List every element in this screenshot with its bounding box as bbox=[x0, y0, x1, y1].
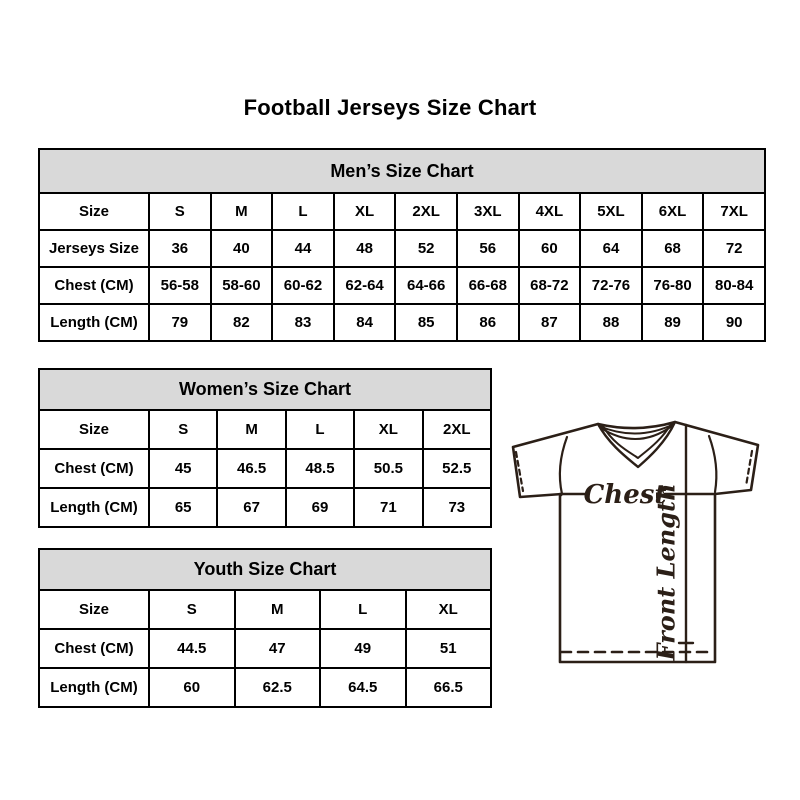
value-cell: M bbox=[211, 193, 273, 230]
value-cell: 46.5 bbox=[217, 449, 285, 488]
table-row bbox=[39, 668, 491, 707]
table-row bbox=[39, 267, 765, 304]
row-label: Size bbox=[39, 410, 149, 449]
value-cell: 36 bbox=[149, 230, 211, 267]
table-header-row bbox=[39, 369, 491, 410]
front-length-label: Front Length bbox=[651, 483, 681, 661]
value-cell: 64.5 bbox=[320, 668, 406, 707]
value-cell: 87 bbox=[519, 304, 581, 341]
jersey-diagram-svg bbox=[495, 405, 780, 680]
value-cell: 69 bbox=[286, 488, 354, 527]
value-cell: 85 bbox=[395, 304, 457, 341]
value-cell: 67 bbox=[217, 488, 285, 527]
value-cell: 40 bbox=[211, 230, 273, 267]
value-cell: 56-58 bbox=[149, 267, 211, 304]
value-cell: 60 bbox=[519, 230, 581, 267]
table-header-row bbox=[39, 149, 765, 193]
mens-size-table bbox=[38, 148, 766, 342]
value-cell: 6XL bbox=[642, 193, 704, 230]
row-label: Chest (CM) bbox=[39, 267, 149, 304]
chest-label: Chest bbox=[583, 480, 667, 510]
value-cell: 3XL bbox=[457, 193, 519, 230]
value-cell: 51 bbox=[406, 629, 492, 668]
value-cell: 56 bbox=[457, 230, 519, 267]
table-header-row bbox=[39, 549, 491, 590]
value-cell: 89 bbox=[642, 304, 704, 341]
mens-table-title: Men’s Size Chart bbox=[39, 149, 765, 193]
value-cell: 83 bbox=[272, 304, 334, 341]
value-cell: 60 bbox=[149, 668, 235, 707]
row-label: Length (CM) bbox=[39, 668, 149, 707]
row-label: Size bbox=[39, 590, 149, 629]
value-cell: 44.5 bbox=[149, 629, 235, 668]
value-cell: S bbox=[149, 193, 211, 230]
value-cell: 72-76 bbox=[580, 267, 642, 304]
value-cell: 4XL bbox=[519, 193, 581, 230]
value-cell: 50.5 bbox=[354, 449, 422, 488]
row-label: Jerseys Size bbox=[39, 230, 149, 267]
value-cell: 66.5 bbox=[406, 668, 492, 707]
value-cell: M bbox=[235, 590, 321, 629]
value-cell: 65 bbox=[149, 488, 217, 527]
youth-table-title: Youth Size Chart bbox=[39, 549, 491, 590]
value-cell: M bbox=[217, 410, 285, 449]
value-cell: 62.5 bbox=[235, 668, 321, 707]
table-row bbox=[39, 590, 491, 629]
youth-size-table bbox=[38, 548, 492, 708]
value-cell: 45 bbox=[149, 449, 217, 488]
value-cell: 76-80 bbox=[642, 267, 704, 304]
value-cell: 48.5 bbox=[286, 449, 354, 488]
page-title: Football Jerseys Size Chart bbox=[243, 95, 537, 120]
value-cell: L bbox=[286, 410, 354, 449]
value-cell: 86 bbox=[457, 304, 519, 341]
value-cell: 64 bbox=[580, 230, 642, 267]
value-cell: S bbox=[149, 590, 235, 629]
value-cell: L bbox=[320, 590, 406, 629]
row-label: Chest (CM) bbox=[39, 449, 149, 488]
value-cell: 62-64 bbox=[334, 267, 396, 304]
table-row bbox=[39, 629, 491, 668]
table-row bbox=[39, 193, 765, 230]
value-cell: 68-72 bbox=[519, 267, 581, 304]
womens-size-table bbox=[38, 368, 492, 528]
value-cell: 2XL bbox=[395, 193, 457, 230]
value-cell: S bbox=[149, 410, 217, 449]
row-label: Length (CM) bbox=[39, 488, 149, 527]
jersey-measurement-diagram bbox=[495, 405, 780, 680]
value-cell: 68 bbox=[642, 230, 704, 267]
jersey-outline bbox=[513, 422, 758, 662]
table-row bbox=[39, 304, 765, 341]
row-label: Size bbox=[39, 193, 149, 230]
womens-table-title: Women’s Size Chart bbox=[39, 369, 491, 410]
value-cell: 60-62 bbox=[272, 267, 334, 304]
value-cell: 7XL bbox=[703, 193, 765, 230]
value-cell: 79 bbox=[149, 304, 211, 341]
value-cell: 80-84 bbox=[703, 267, 765, 304]
value-cell: XL bbox=[334, 193, 396, 230]
value-cell: 2XL bbox=[423, 410, 491, 449]
value-cell: 48 bbox=[334, 230, 396, 267]
table-row bbox=[39, 410, 491, 449]
value-cell: 52 bbox=[395, 230, 457, 267]
value-cell: 82 bbox=[211, 304, 273, 341]
value-cell: 5XL bbox=[580, 193, 642, 230]
value-cell: 73 bbox=[423, 488, 491, 527]
value-cell: 71 bbox=[354, 488, 422, 527]
row-label: Length (CM) bbox=[39, 304, 149, 341]
value-cell: 90 bbox=[703, 304, 765, 341]
value-cell: 58-60 bbox=[211, 267, 273, 304]
value-cell: 72 bbox=[703, 230, 765, 267]
value-cell: XL bbox=[406, 590, 492, 629]
value-cell: 47 bbox=[235, 629, 321, 668]
value-cell: 52.5 bbox=[423, 449, 491, 488]
value-cell: XL bbox=[354, 410, 422, 449]
value-cell: 44 bbox=[272, 230, 334, 267]
value-cell: 84 bbox=[334, 304, 396, 341]
value-cell: 66-68 bbox=[457, 267, 519, 304]
value-cell: 64-66 bbox=[395, 267, 457, 304]
value-cell: 88 bbox=[580, 304, 642, 341]
table-row bbox=[39, 488, 491, 527]
row-label: Chest (CM) bbox=[39, 629, 149, 668]
value-cell: 49 bbox=[320, 629, 406, 668]
value-cell: L bbox=[272, 193, 334, 230]
table-row bbox=[39, 230, 765, 267]
table-row bbox=[39, 449, 491, 488]
